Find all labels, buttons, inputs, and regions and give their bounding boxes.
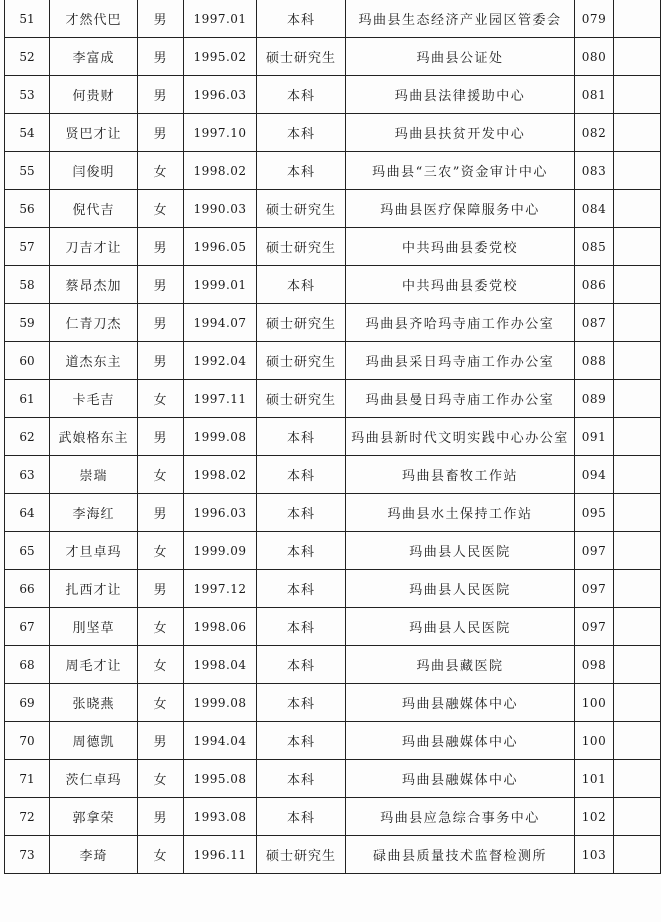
cell-serial-number: 61	[5, 380, 50, 418]
cell-position-code: 081	[575, 76, 614, 114]
cell-name: 李琦	[50, 836, 138, 874]
table-row	[5, 836, 661, 874]
cell-gender: 女	[138, 380, 184, 418]
cell-work-unit: 玛曲县藏医院	[346, 646, 575, 684]
cell-serial-number: 73	[5, 836, 50, 874]
cell-education: 本科	[257, 456, 346, 494]
cell-work-unit: 玛曲县公证处	[346, 38, 575, 76]
cell-education: 本科	[257, 114, 346, 152]
cell-name: 蔡昂杰加	[50, 266, 138, 304]
cell-position-code: 086	[575, 266, 614, 304]
cell-education: 硕士研究生	[257, 304, 346, 342]
cell-position-code: 097	[575, 570, 614, 608]
cell-position-code: 083	[575, 152, 614, 190]
cell-position-code: 091	[575, 418, 614, 456]
table-row	[5, 494, 661, 532]
cell-remarks	[614, 228, 661, 266]
cell-remarks	[614, 608, 661, 646]
table-row	[5, 760, 661, 798]
cell-serial-number: 56	[5, 190, 50, 228]
cell-work-unit: 玛曲县畜牧工作站	[346, 456, 575, 494]
cell-serial-number: 66	[5, 570, 50, 608]
cell-work-unit: 玛曲县法律援助中心	[346, 76, 575, 114]
table-row	[5, 532, 661, 570]
cell-birth-date: 1997.01	[184, 0, 257, 38]
cell-education: 硕士研究生	[257, 228, 346, 266]
cell-remarks	[614, 190, 661, 228]
cell-name: 郭拿荣	[50, 798, 138, 836]
cell-birth-date: 1990.03	[184, 190, 257, 228]
cell-name: 道杰东主	[50, 342, 138, 380]
cell-name: 崇瑞	[50, 456, 138, 494]
cell-name: 扎西才让	[50, 570, 138, 608]
cell-position-code: 088	[575, 342, 614, 380]
table-row	[5, 152, 661, 190]
table-row	[5, 304, 661, 342]
cell-work-unit: 玛曲县扶贫开发中心	[346, 114, 575, 152]
cell-serial-number: 57	[5, 228, 50, 266]
table-row	[5, 684, 661, 722]
cell-remarks	[614, 304, 661, 342]
cell-remarks	[614, 836, 661, 874]
cell-name: 何贵财	[50, 76, 138, 114]
cell-work-unit: 玛曲县生态经济产业园区管委会	[346, 0, 575, 38]
cell-work-unit: 玛曲县融媒体中心	[346, 684, 575, 722]
cell-remarks	[614, 532, 661, 570]
cell-work-unit: 玛曲县曼日玛寺庙工作办公室	[346, 380, 575, 418]
cell-position-code: 087	[575, 304, 614, 342]
cell-birth-date: 1996.03	[184, 494, 257, 532]
cell-position-code: 100	[575, 684, 614, 722]
cell-gender: 男	[138, 228, 184, 266]
cell-birth-date: 1994.04	[184, 722, 257, 760]
cell-work-unit: 玛曲县“三农”资金审计中心	[346, 152, 575, 190]
cell-education: 硕士研究生	[257, 836, 346, 874]
table-row	[5, 38, 661, 76]
cell-gender: 女	[138, 760, 184, 798]
cell-work-unit: 玛曲县融媒体中心	[346, 760, 575, 798]
cell-gender: 女	[138, 152, 184, 190]
cell-birth-date: 1995.02	[184, 38, 257, 76]
cell-position-code: 097	[575, 532, 614, 570]
cell-education: 硕士研究生	[257, 380, 346, 418]
cell-serial-number: 63	[5, 456, 50, 494]
cell-work-unit: 玛曲县人民医院	[346, 608, 575, 646]
cell-birth-date: 1998.02	[184, 456, 257, 494]
cell-work-unit: 玛曲县水土保持工作站	[346, 494, 575, 532]
cell-education: 本科	[257, 760, 346, 798]
cell-name: 才旦卓玛	[50, 532, 138, 570]
cell-gender: 男	[138, 114, 184, 152]
cell-education: 硕士研究生	[257, 190, 346, 228]
cell-gender: 男	[138, 798, 184, 836]
cell-gender: 女	[138, 836, 184, 874]
cell-gender: 女	[138, 456, 184, 494]
cell-gender: 男	[138, 722, 184, 760]
cell-serial-number: 67	[5, 608, 50, 646]
cell-education: 本科	[257, 266, 346, 304]
cell-birth-date: 1994.07	[184, 304, 257, 342]
cell-education: 本科	[257, 798, 346, 836]
cell-position-code: 079	[575, 0, 614, 38]
cell-position-code: 080	[575, 38, 614, 76]
cell-remarks	[614, 456, 661, 494]
cell-birth-date: 1996.03	[184, 76, 257, 114]
cell-birth-date: 1999.08	[184, 418, 257, 456]
cell-gender: 女	[138, 646, 184, 684]
cell-position-code: 103	[575, 836, 614, 874]
cell-position-code: 085	[575, 228, 614, 266]
cell-serial-number: 72	[5, 798, 50, 836]
table-row	[5, 76, 661, 114]
cell-birth-date: 1996.11	[184, 836, 257, 874]
cell-birth-date: 1995.08	[184, 760, 257, 798]
table-row	[5, 266, 661, 304]
cell-name: 仁青刀杰	[50, 304, 138, 342]
personnel-table	[4, 0, 661, 874]
cell-remarks	[614, 760, 661, 798]
cell-remarks	[614, 684, 661, 722]
cell-position-code: 089	[575, 380, 614, 418]
cell-name: 刀吉才让	[50, 228, 138, 266]
cell-remarks	[614, 114, 661, 152]
cell-gender: 女	[138, 190, 184, 228]
cell-serial-number: 68	[5, 646, 50, 684]
cell-position-code: 097	[575, 608, 614, 646]
cell-gender: 男	[138, 570, 184, 608]
cell-birth-date: 1993.08	[184, 798, 257, 836]
table-row	[5, 228, 661, 266]
cell-gender: 男	[138, 38, 184, 76]
cell-work-unit: 玛曲县采日玛寺庙工作办公室	[346, 342, 575, 380]
cell-name: 周毛才让	[50, 646, 138, 684]
cell-remarks	[614, 342, 661, 380]
cell-position-code: 101	[575, 760, 614, 798]
cell-remarks	[614, 418, 661, 456]
cell-education: 本科	[257, 684, 346, 722]
cell-birth-date: 1998.04	[184, 646, 257, 684]
cell-gender: 男	[138, 76, 184, 114]
cell-serial-number: 59	[5, 304, 50, 342]
cell-education: 本科	[257, 494, 346, 532]
table-row	[5, 190, 661, 228]
cell-serial-number: 60	[5, 342, 50, 380]
cell-remarks	[614, 798, 661, 836]
table-row	[5, 342, 661, 380]
cell-name: 周德凯	[50, 722, 138, 760]
cell-gender: 男	[138, 418, 184, 456]
cell-remarks	[614, 38, 661, 76]
cell-name: 武娘格东主	[50, 418, 138, 456]
cell-work-unit: 碌曲县质量技术监督检测所	[346, 836, 575, 874]
cell-education: 本科	[257, 570, 346, 608]
cell-remarks	[614, 0, 661, 38]
cell-name: 李富成	[50, 38, 138, 76]
cell-serial-number: 69	[5, 684, 50, 722]
table-row	[5, 0, 661, 38]
cell-name: 李海红	[50, 494, 138, 532]
cell-position-code: 084	[575, 190, 614, 228]
cell-education: 本科	[257, 722, 346, 760]
cell-serial-number: 54	[5, 114, 50, 152]
cell-remarks	[614, 76, 661, 114]
cell-gender: 女	[138, 532, 184, 570]
cell-birth-date: 1999.09	[184, 532, 257, 570]
cell-name: 贤巴才让	[50, 114, 138, 152]
cell-gender: 女	[138, 684, 184, 722]
cell-work-unit: 玛曲县人民医院	[346, 570, 575, 608]
table-row	[5, 570, 661, 608]
cell-birth-date: 1999.08	[184, 684, 257, 722]
table-row	[5, 722, 661, 760]
cell-gender: 男	[138, 342, 184, 380]
cell-work-unit: 玛曲县应急综合事务中心	[346, 798, 575, 836]
cell-work-unit: 中共玛曲县委党校	[346, 228, 575, 266]
cell-work-unit: 玛曲县融媒体中心	[346, 722, 575, 760]
table-row	[5, 798, 661, 836]
cell-name: 才然代巴	[50, 0, 138, 38]
cell-serial-number: 55	[5, 152, 50, 190]
table-row	[5, 380, 661, 418]
cell-birth-date: 1999.01	[184, 266, 257, 304]
cell-birth-date: 1998.02	[184, 152, 257, 190]
cell-gender: 女	[138, 608, 184, 646]
cell-work-unit: 玛曲县医疗保障服务中心	[346, 190, 575, 228]
cell-serial-number: 70	[5, 722, 50, 760]
cell-position-code: 095	[575, 494, 614, 532]
cell-position-code: 098	[575, 646, 614, 684]
cell-name: 张晓燕	[50, 684, 138, 722]
cell-education: 硕士研究生	[257, 342, 346, 380]
cell-serial-number: 65	[5, 532, 50, 570]
cell-remarks	[614, 152, 661, 190]
cell-gender: 男	[138, 0, 184, 38]
cell-remarks	[614, 380, 661, 418]
cell-birth-date: 1997.11	[184, 380, 257, 418]
cell-remarks	[614, 494, 661, 532]
cell-birth-date: 1996.05	[184, 228, 257, 266]
cell-position-code: 102	[575, 798, 614, 836]
cell-gender: 男	[138, 494, 184, 532]
table-row	[5, 456, 661, 494]
cell-serial-number: 71	[5, 760, 50, 798]
table-row	[5, 114, 661, 152]
cell-work-unit: 玛曲县新时代文明实践中心办公室	[346, 418, 575, 456]
cell-remarks	[614, 266, 661, 304]
cell-position-code: 100	[575, 722, 614, 760]
cell-name: 倪代吉	[50, 190, 138, 228]
cell-work-unit: 中共玛曲县委党校	[346, 266, 575, 304]
cell-birth-date: 1998.06	[184, 608, 257, 646]
cell-name: 闫俊明	[50, 152, 138, 190]
cell-education: 本科	[257, 418, 346, 456]
cell-remarks	[614, 570, 661, 608]
cell-name: 刖坚草	[50, 608, 138, 646]
cell-education: 本科	[257, 0, 346, 38]
cell-remarks	[614, 722, 661, 760]
cell-education: 本科	[257, 608, 346, 646]
cell-work-unit: 玛曲县齐哈玛寺庙工作办公室	[346, 304, 575, 342]
cell-position-code: 082	[575, 114, 614, 152]
cell-serial-number: 51	[5, 0, 50, 38]
cell-birth-date: 1992.04	[184, 342, 257, 380]
cell-education: 本科	[257, 152, 346, 190]
table-row	[5, 418, 661, 456]
table-body	[5, 0, 661, 874]
cell-gender: 男	[138, 304, 184, 342]
cell-birth-date: 1997.12	[184, 570, 257, 608]
cell-position-code: 094	[575, 456, 614, 494]
cell-serial-number: 64	[5, 494, 50, 532]
cell-serial-number: 53	[5, 76, 50, 114]
cell-education: 本科	[257, 646, 346, 684]
cell-education: 本科	[257, 532, 346, 570]
cell-education: 本科	[257, 76, 346, 114]
cell-gender: 男	[138, 266, 184, 304]
cell-serial-number: 52	[5, 38, 50, 76]
cell-serial-number: 62	[5, 418, 50, 456]
table-row	[5, 608, 661, 646]
cell-serial-number: 58	[5, 266, 50, 304]
cell-remarks	[614, 646, 661, 684]
cell-birth-date: 1997.10	[184, 114, 257, 152]
cell-name: 卡毛吉	[50, 380, 138, 418]
cell-education: 硕士研究生	[257, 38, 346, 76]
table-row	[5, 646, 661, 684]
cell-work-unit: 玛曲县人民医院	[346, 532, 575, 570]
cell-name: 茨仁卓玛	[50, 760, 138, 798]
